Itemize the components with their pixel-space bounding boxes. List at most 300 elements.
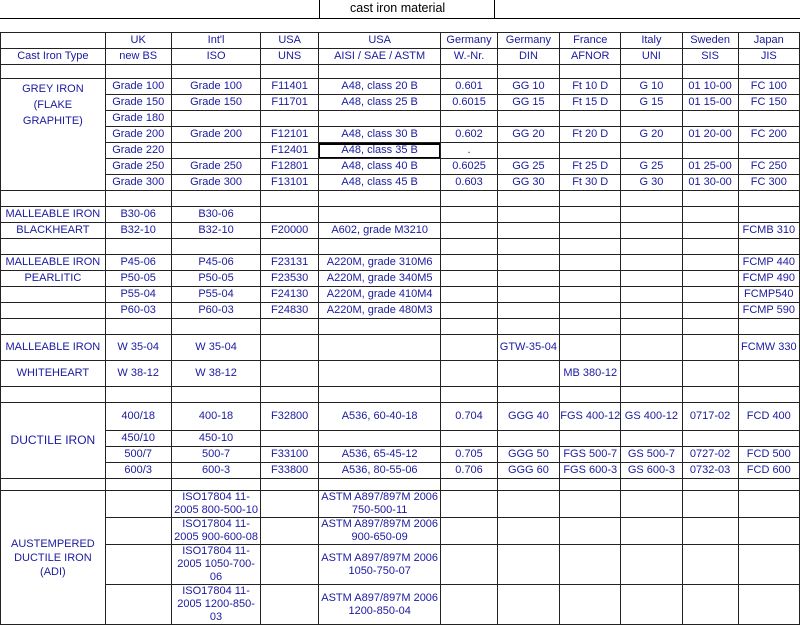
table-cell[interactable] <box>682 223 738 239</box>
spacer-cell[interactable] <box>560 191 621 207</box>
table-cell[interactable]: 01 25-00 <box>682 159 738 175</box>
table-cell[interactable] <box>497 491 560 518</box>
table-cell[interactable] <box>621 271 682 287</box>
table-cell[interactable] <box>261 491 318 518</box>
table-cell[interactable]: FC 100 <box>738 79 799 95</box>
table-cell[interactable] <box>560 335 621 361</box>
table-cell[interactable]: FGS 400-12 <box>560 403 621 431</box>
table-cell[interactable]: P45-06 <box>105 255 171 271</box>
table-cell[interactable]: ASTM A897/897M 2006 1200-850-04 <box>318 585 441 625</box>
table-cell[interactable]: F33800 <box>261 463 318 479</box>
table-cell[interactable]: ASTM A897/897M 2006 1050-750-07 <box>318 545 441 585</box>
table-cell[interactable]: F33100 <box>261 447 318 463</box>
spacer-cell[interactable] <box>441 191 497 207</box>
table-cell[interactable]: 01 10-00 <box>682 79 738 95</box>
table-cell[interactable]: 0.705 <box>441 447 497 463</box>
table-cell[interactable]: Grade 200 <box>171 127 261 143</box>
spacer-cell[interactable] <box>318 239 441 255</box>
table-cell[interactable]: F23131 <box>261 255 318 271</box>
table-cell[interactable]: 01 30-00 <box>682 175 738 191</box>
table-cell[interactable]: Grade 100 <box>105 79 171 95</box>
table-cell[interactable] <box>497 255 560 271</box>
spacer-cell[interactable] <box>738 191 799 207</box>
spacer-cell[interactable] <box>318 191 441 207</box>
column-header[interactable]: USA <box>261 33 318 49</box>
table-cell[interactable]: FC 150 <box>738 95 799 111</box>
table-cell[interactable] <box>682 255 738 271</box>
table-cell[interactable]: G 10 <box>621 79 682 95</box>
table-cell[interactable] <box>621 287 682 303</box>
table-cell[interactable] <box>621 431 682 447</box>
table-cell[interactable] <box>682 518 738 545</box>
table-cell[interactable]: W 38-12 <box>171 361 261 387</box>
table-cell[interactable]: ISO17804 11-2005 900-600-08 <box>171 518 261 545</box>
table-cell[interactable] <box>105 585 171 625</box>
table-cell[interactable]: F24130 <box>261 287 318 303</box>
spacer-cell[interactable] <box>171 65 261 79</box>
table-cell[interactable]: A536, 60-40-18 <box>318 403 441 431</box>
table-cell[interactable] <box>441 271 497 287</box>
section-label-ductile-iron[interactable]: DUCTILE IRON <box>1 403 106 479</box>
table-cell[interactable] <box>560 431 621 447</box>
table-cell[interactable] <box>621 255 682 271</box>
table-cell[interactable]: 0.603 <box>441 175 497 191</box>
table-cell[interactable]: FCMP 490 <box>738 271 799 287</box>
column-header[interactable]: France <box>560 33 621 49</box>
spacer-cell[interactable] <box>560 65 621 79</box>
spacer-cell[interactable] <box>318 319 441 335</box>
table-cell[interactable] <box>441 361 497 387</box>
table-cell[interactable]: 0.706 <box>441 463 497 479</box>
section-label-adi[interactable]: AUSTEMPERED DUCTILE IRON (ADI) <box>1 491 106 625</box>
spacer-cell[interactable] <box>318 387 441 403</box>
table-cell[interactable]: GG 20 <box>497 127 560 143</box>
column-header[interactable]: Sweden <box>682 33 738 49</box>
table-cell[interactable]: GTW-35-04 <box>497 335 560 361</box>
column-header[interactable]: JIS <box>738 49 799 65</box>
table-cell[interactable] <box>738 585 799 625</box>
table-cell[interactable]: ASTM A897/897M 2006 750-500-11 <box>318 491 441 518</box>
column-header[interactable]: AISI / SAE / ASTM <box>318 49 441 65</box>
table-cell[interactable] <box>497 271 560 287</box>
table-cell[interactable] <box>441 111 497 127</box>
table-cell[interactable]: P45-06 <box>171 255 261 271</box>
spacer-cell[interactable] <box>682 387 738 403</box>
table-cell[interactable]: F20000 <box>261 223 318 239</box>
table-cell[interactable] <box>560 585 621 625</box>
spacer-cell[interactable] <box>621 239 682 255</box>
table-cell[interactable]: P60-03 <box>171 303 261 319</box>
table-cell[interactable]: F13101 <box>261 175 318 191</box>
table-cell[interactable]: P50-05 <box>171 271 261 287</box>
spacer-cell[interactable] <box>621 479 682 491</box>
column-header[interactable]: Japan <box>738 33 799 49</box>
spacer-cell[interactable] <box>1 479 106 491</box>
spacer-cell[interactable] <box>171 479 261 491</box>
table-cell[interactable] <box>171 111 261 127</box>
table-cell[interactable]: Grade 250 <box>171 159 261 175</box>
table-cell[interactable] <box>621 303 682 319</box>
table-cell[interactable] <box>738 518 799 545</box>
table-cell[interactable] <box>682 491 738 518</box>
table-cell[interactable] <box>318 431 441 447</box>
table-cell[interactable] <box>318 111 441 127</box>
table-cell[interactable]: Grade 300 <box>105 175 171 191</box>
table-cell[interactable] <box>497 361 560 387</box>
table-cell[interactable]: G 25 <box>621 159 682 175</box>
table-cell[interactable]: FGS 500-7 <box>560 447 621 463</box>
table-cell[interactable] <box>560 143 621 159</box>
table-cell[interactable] <box>738 545 799 585</box>
table-cell[interactable] <box>318 361 441 387</box>
table-cell[interactable] <box>738 431 799 447</box>
table-cell[interactable]: 500/7 <box>105 447 171 463</box>
table-cell[interactable] <box>621 491 682 518</box>
table-cell[interactable] <box>621 223 682 239</box>
spacer-cell[interactable] <box>497 239 560 255</box>
spacer-cell[interactable] <box>738 239 799 255</box>
table-cell[interactable]: Grade 300 <box>171 175 261 191</box>
table-cell[interactable]: A48, class 40 B <box>318 159 441 175</box>
section-label-malleable-pearlitic[interactable]: MALLEABLE IRON <box>1 255 106 271</box>
table-cell[interactable]: 0.602 <box>441 127 497 143</box>
table-cell[interactable]: FC 250 <box>738 159 799 175</box>
table-cell[interactable] <box>497 143 560 159</box>
table-cell[interactable]: ASTM A897/897M 2006 900-650-09 <box>318 518 441 545</box>
table-cell[interactable]: FCMW 330 <box>738 335 799 361</box>
table-cell[interactable] <box>682 271 738 287</box>
table-cell[interactable] <box>441 545 497 585</box>
table-cell[interactable]: ISO17804 11-2005 1050-700-06 <box>171 545 261 585</box>
table-cell[interactable] <box>738 143 799 159</box>
spacer-cell[interactable] <box>171 319 261 335</box>
table-cell[interactable]: FGS 600-3 <box>560 463 621 479</box>
spacer-cell[interactable] <box>261 191 318 207</box>
table-cell[interactable]: W 35-04 <box>171 335 261 361</box>
spacer-cell[interactable] <box>560 319 621 335</box>
table-cell[interactable] <box>441 335 497 361</box>
spacer-cell[interactable] <box>682 479 738 491</box>
table-cell[interactable]: Ft 15 D <box>560 95 621 111</box>
spacer-cell[interactable] <box>738 319 799 335</box>
table-cell[interactable]: 450/10 <box>105 431 171 447</box>
table-cell[interactable] <box>105 518 171 545</box>
table-cell[interactable]: B30-06 <box>171 207 261 223</box>
table-cell[interactable] <box>621 545 682 585</box>
spacer-cell[interactable] <box>441 239 497 255</box>
section-label-malleable-whiteheart[interactable]: WHITEHEART <box>1 361 106 387</box>
table-cell[interactable] <box>261 335 318 361</box>
table-cell[interactable]: GG 15 <box>497 95 560 111</box>
column-header[interactable]: W.-Nr. <box>441 49 497 65</box>
section-label-malleable-pearlitic[interactable]: PEARLITIC <box>1 271 106 287</box>
spacer-cell[interactable] <box>171 191 261 207</box>
spacer-cell[interactable] <box>1 387 106 403</box>
spacer-cell[interactable] <box>497 319 560 335</box>
table-cell[interactable]: 0717-02 <box>682 403 738 431</box>
table-cell[interactable] <box>560 491 621 518</box>
spacer-cell[interactable] <box>738 387 799 403</box>
table-cell[interactable]: F12401 <box>261 143 318 159</box>
section-label-malleable-blackheart[interactable]: BLACKHEART <box>1 223 106 239</box>
spacer-cell[interactable] <box>261 479 318 491</box>
table-cell[interactable] <box>621 111 682 127</box>
table-cell[interactable]: 400/18 <box>105 403 171 431</box>
table-cell[interactable]: B32-10 <box>105 223 171 239</box>
table-cell[interactable]: A48, class 35 B <box>318 143 441 159</box>
table-cell[interactable] <box>441 491 497 518</box>
table-cell[interactable]: Grade 150 <box>171 95 261 111</box>
table-cell[interactable]: G 15 <box>621 95 682 111</box>
table-cell[interactable]: 600/3 <box>105 463 171 479</box>
table-cell[interactable]: 0.704 <box>441 403 497 431</box>
table-cell[interactable]: FC 300 <box>738 175 799 191</box>
table-cell[interactable]: A220M, grade 340M5 <box>318 271 441 287</box>
table-cell[interactable]: GG 10 <box>497 79 560 95</box>
table-cell[interactable] <box>497 518 560 545</box>
spacer-cell[interactable] <box>441 387 497 403</box>
column-header[interactable]: UNI <box>621 49 682 65</box>
table-cell[interactable]: F24830 <box>261 303 318 319</box>
spacer-cell[interactable] <box>682 319 738 335</box>
table-cell[interactable]: F32800 <box>261 403 318 431</box>
table-cell[interactable]: A602, grade M3210 <box>318 223 441 239</box>
spacer-cell[interactable] <box>738 65 799 79</box>
table-cell[interactable] <box>171 143 261 159</box>
table-cell[interactable]: W 38-12 <box>105 361 171 387</box>
table-cell[interactable]: Ft 20 D <box>560 127 621 143</box>
table-cell[interactable]: F11401 <box>261 79 318 95</box>
table-cell[interactable]: 600-3 <box>171 463 261 479</box>
table-cell[interactable] <box>682 303 738 319</box>
table-cell[interactable] <box>621 518 682 545</box>
table-cell[interactable]: A48, class 30 B <box>318 127 441 143</box>
table-cell[interactable]: GGG 40 <box>497 403 560 431</box>
table-cell[interactable] <box>497 207 560 223</box>
spacer-cell[interactable] <box>621 319 682 335</box>
column-header[interactable]: new BS <box>105 49 171 65</box>
table-cell[interactable]: B30-06 <box>105 207 171 223</box>
table-cell[interactable]: Grade 150 <box>105 95 171 111</box>
table-cell[interactable] <box>682 207 738 223</box>
table-cell[interactable]: A220M, grade 480M3 <box>318 303 441 319</box>
spacer-cell[interactable] <box>1 191 106 207</box>
spacer-cell[interactable] <box>1 65 106 79</box>
table-cell[interactable] <box>621 335 682 361</box>
table-cell[interactable] <box>560 518 621 545</box>
table-cell[interactable] <box>738 491 799 518</box>
table-cell[interactable] <box>621 207 682 223</box>
spacer-cell[interactable] <box>441 319 497 335</box>
table-cell[interactable] <box>497 287 560 303</box>
table-cell[interactable] <box>738 111 799 127</box>
table-cell[interactable]: F12801 <box>261 159 318 175</box>
spacer-cell[interactable] <box>105 387 171 403</box>
table-cell[interactable]: P55-04 <box>171 287 261 303</box>
table-cell[interactable] <box>261 361 318 387</box>
table-cell[interactable] <box>560 207 621 223</box>
spacer-cell[interactable] <box>261 239 318 255</box>
column-header[interactable]: UK <box>105 33 171 49</box>
table-cell[interactable] <box>560 271 621 287</box>
table-cell[interactable]: ISO17804 11-2005 1200-850-03 <box>171 585 261 625</box>
table-cell[interactable]: Ft 30 D <box>560 175 621 191</box>
table-cell[interactable]: Grade 220 <box>105 143 171 159</box>
table-cell[interactable] <box>738 207 799 223</box>
column-header[interactable]: Cast Iron Type <box>1 49 106 65</box>
table-cell[interactable] <box>621 143 682 159</box>
table-cell[interactable] <box>441 303 497 319</box>
column-header[interactable]: UNS <box>261 49 318 65</box>
spacer-cell[interactable] <box>105 479 171 491</box>
table-cell[interactable]: MB 380-12 <box>560 361 621 387</box>
table-cell[interactable]: A536, 65-45-12 <box>318 447 441 463</box>
table-cell[interactable]: GG 25 <box>497 159 560 175</box>
column-header[interactable]: Germany <box>497 33 560 49</box>
table-cell[interactable]: F12101 <box>261 127 318 143</box>
table-cell[interactable]: . <box>441 143 497 159</box>
table-cell[interactable] <box>682 585 738 625</box>
section-label-malleable-blackheart[interactable]: MALLEABLE IRON <box>1 207 106 223</box>
table-cell[interactable] <box>497 431 560 447</box>
table-cell[interactable] <box>560 223 621 239</box>
table-cell[interactable] <box>441 255 497 271</box>
table-cell[interactable]: GGG 50 <box>497 447 560 463</box>
table-cell[interactable]: P60-03 <box>105 303 171 319</box>
table-cell[interactable]: 400-18 <box>171 403 261 431</box>
spacer-cell[interactable] <box>621 191 682 207</box>
spacer-cell[interactable] <box>261 387 318 403</box>
table-cell[interactable] <box>261 207 318 223</box>
spacer-cell[interactable] <box>560 479 621 491</box>
table-cell[interactable]: P50-05 <box>105 271 171 287</box>
spacer-cell[interactable] <box>171 239 261 255</box>
table-cell[interactable]: B32-10 <box>171 223 261 239</box>
table-cell[interactable]: A48, class 20 B <box>318 79 441 95</box>
table-cell[interactable] <box>682 431 738 447</box>
spacer-cell[interactable] <box>682 65 738 79</box>
spacer-cell[interactable] <box>560 239 621 255</box>
table-cell[interactable]: FCD 500 <box>738 447 799 463</box>
table-cell[interactable] <box>682 287 738 303</box>
table-cell[interactable] <box>621 361 682 387</box>
table-cell[interactable]: 0727-02 <box>682 447 738 463</box>
spacer-cell[interactable] <box>497 479 560 491</box>
table-cell[interactable]: 0732-03 <box>682 463 738 479</box>
table-cell[interactable]: F23530 <box>261 271 318 287</box>
spacer-cell[interactable] <box>261 319 318 335</box>
table-cell[interactable]: ISO17804 11-2005 800-500-10 <box>171 491 261 518</box>
table-cell[interactable]: GG 30 <box>497 175 560 191</box>
table-cell[interactable]: FCMB 310 <box>738 223 799 239</box>
table-cell[interactable]: Grade 180 <box>105 111 171 127</box>
column-header[interactable]: USA <box>318 33 441 49</box>
table-cell[interactable]: FCMP 440 <box>738 255 799 271</box>
column-header[interactable]: Germany <box>441 33 497 49</box>
table-cell[interactable]: Grade 100 <box>171 79 261 95</box>
table-cell[interactable]: FCMP540 <box>738 287 799 303</box>
table-cell[interactable] <box>560 545 621 585</box>
table-cell[interactable]: 01 15-00 <box>682 95 738 111</box>
table-cell[interactable] <box>261 545 318 585</box>
table-cell[interactable] <box>441 287 497 303</box>
table-cell[interactable] <box>261 111 318 127</box>
table-cell[interactable]: G 30 <box>621 175 682 191</box>
table-cell[interactable] <box>441 431 497 447</box>
table-cell[interactable]: FCD 600 <box>738 463 799 479</box>
table-cell[interactable]: Grade 250 <box>105 159 171 175</box>
spacer-cell[interactable] <box>497 65 560 79</box>
table-cell[interactable] <box>682 143 738 159</box>
table-cell[interactable] <box>682 111 738 127</box>
table-cell[interactable]: FCD 400 <box>738 403 799 431</box>
column-header[interactable] <box>1 33 106 49</box>
table-cell[interactable] <box>682 335 738 361</box>
spacer-cell[interactable] <box>105 65 171 79</box>
table-cell[interactable]: 500-7 <box>171 447 261 463</box>
table-cell[interactable] <box>1 303 106 319</box>
table-cell[interactable]: Ft 25 D <box>560 159 621 175</box>
table-cell[interactable] <box>497 111 560 127</box>
table-cell[interactable] <box>441 207 497 223</box>
column-header[interactable]: Int'l <box>171 33 261 49</box>
column-header[interactable]: SIS <box>682 49 738 65</box>
spacer-cell[interactable] <box>560 387 621 403</box>
table-cell[interactable] <box>441 223 497 239</box>
table-cell[interactable] <box>560 111 621 127</box>
table-cell[interactable] <box>497 303 560 319</box>
table-cell[interactable] <box>105 545 171 585</box>
table-cell[interactable]: GGG 60 <box>497 463 560 479</box>
table-cell[interactable]: FCMP 590 <box>738 303 799 319</box>
table-cell[interactable]: GS 600-3 <box>621 463 682 479</box>
spacer-cell[interactable] <box>171 387 261 403</box>
table-cell[interactable]: P55-04 <box>105 287 171 303</box>
table-cell[interactable] <box>261 518 318 545</box>
table-cell[interactable]: 450-10 <box>171 431 261 447</box>
spacer-cell[interactable] <box>682 191 738 207</box>
table-cell[interactable]: Grade 200 <box>105 127 171 143</box>
table-cell[interactable]: GS 400-12 <box>621 403 682 431</box>
table-cell[interactable] <box>497 223 560 239</box>
table-cell[interactable] <box>1 287 106 303</box>
table-cell[interactable] <box>261 585 318 625</box>
table-cell[interactable]: W 35-04 <box>105 335 171 361</box>
table-cell[interactable] <box>261 431 318 447</box>
table-cell[interactable] <box>738 361 799 387</box>
spacer-cell[interactable] <box>441 65 497 79</box>
table-cell[interactable]: A48, class 25 B <box>318 95 441 111</box>
spacer-cell[interactable] <box>105 191 171 207</box>
spacer-cell[interactable] <box>621 65 682 79</box>
table-cell[interactable] <box>560 303 621 319</box>
spacer-cell[interactable] <box>1 319 106 335</box>
table-cell[interactable] <box>560 287 621 303</box>
spacer-cell[interactable] <box>105 319 171 335</box>
table-cell[interactable]: 0.6025 <box>441 159 497 175</box>
spacer-cell[interactable] <box>318 479 441 491</box>
table-cell[interactable]: FC 200 <box>738 127 799 143</box>
table-cell[interactable] <box>318 335 441 361</box>
spacer-cell[interactable] <box>682 239 738 255</box>
table-cell[interactable]: A48, class 45 B <box>318 175 441 191</box>
table-cell[interactable]: GS 500-7 <box>621 447 682 463</box>
table-cell[interactable]: 01 20-00 <box>682 127 738 143</box>
spacer-cell[interactable] <box>497 191 560 207</box>
column-header[interactable]: ISO <box>171 49 261 65</box>
table-cell[interactable]: G 20 <box>621 127 682 143</box>
table-cell[interactable] <box>105 491 171 518</box>
